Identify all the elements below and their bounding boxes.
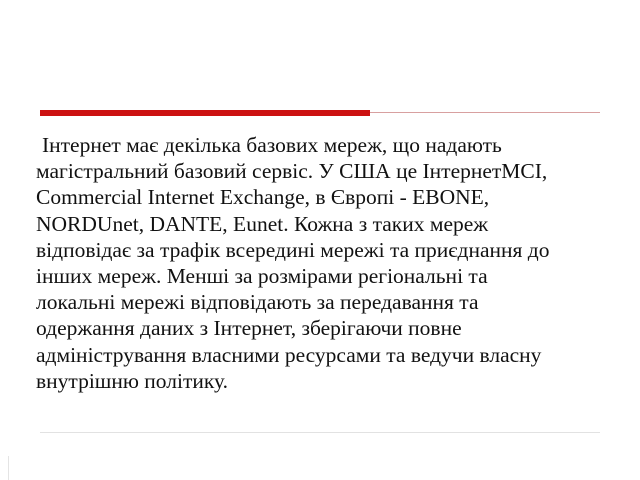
red-accent-bar	[40, 110, 370, 116]
slide-body-text: Інтернет має декілька базових мереж, що надають магістральний базовий сервіс. У США це ІнтернетMCI, Commercial Internet Exchange, в Європі - EBONE, NORDUnet, DANTE, Eunet. Кожна з таких мереж відповідає за трафік всередині мережі та приєднання до інших мереж. Менші за розмірами регіональні та локальні мережі відповідають за передавання та одержання даних з Інтернет, зберігаючи повне адміністрування власними ресурсами та ведучи власну внутрішню політику.	[36, 133, 550, 393]
corner-guide-line	[8, 456, 9, 480]
title-placeholder	[40, 20, 600, 100]
accent-divider-line	[370, 112, 600, 113]
footer-divider-line	[40, 432, 600, 433]
